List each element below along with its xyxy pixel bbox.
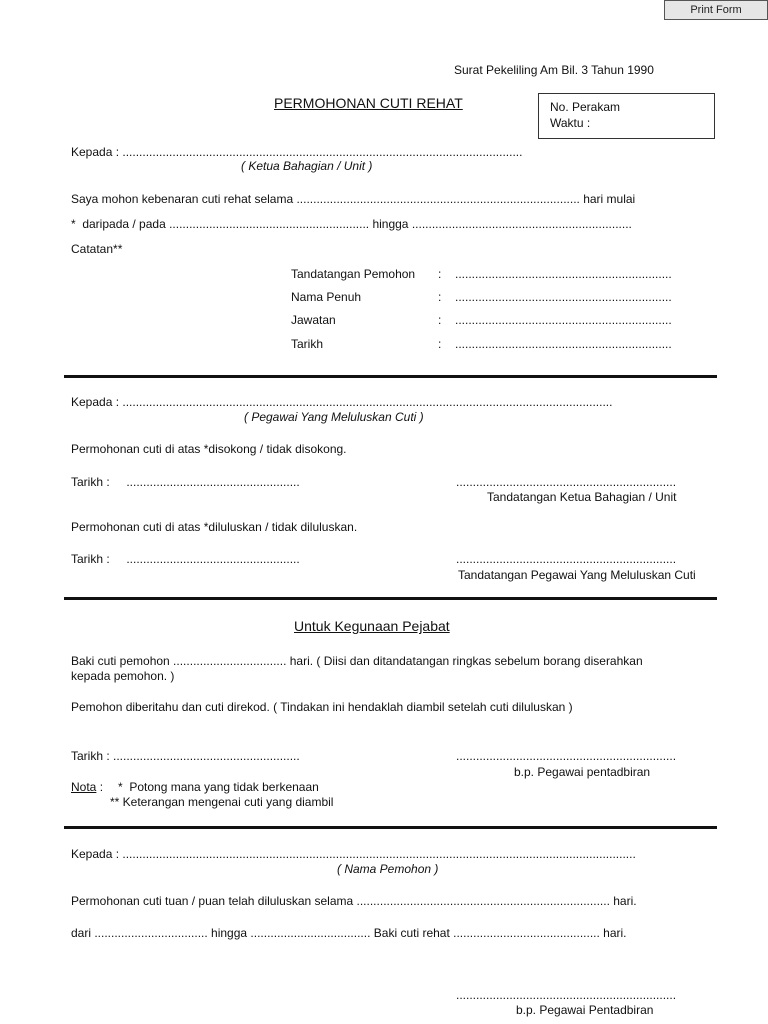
final-admin-signature-label: b.p. Pegawai Pentadbiran — [516, 1003, 654, 1017]
admin-signature-label: b.p. Pegawai pentadbiran — [514, 765, 651, 779]
section-divider — [64, 597, 717, 600]
full-name-label: Nama Penuh — [291, 290, 362, 304]
nota-word: Nota — [71, 780, 97, 794]
recorded-text: Pemohon diberitahu dan cuti direkod. ( Tindakan ini hendaklah diambil setelah cuti diluluskan ) — [71, 700, 573, 714]
support-date-field[interactable]: Tarikh : .................................................... — [71, 475, 300, 489]
date-label: Tarikh — [291, 337, 324, 351]
office-use-heading: Untuk Kegunaan Pejabat — [294, 618, 450, 634]
leave-balance-line-cont: kepada pemohon. ) — [71, 669, 175, 683]
leave-dates-line[interactable]: * daripada / pada ............................................................ hingga .................................................................. — [71, 217, 632, 231]
full-name-field[interactable]: ................................................................. — [455, 290, 672, 304]
section-divider — [64, 826, 717, 829]
record-box — [538, 93, 715, 139]
note-2: ** Keterangan mengenai cuti yang diambil — [110, 795, 334, 809]
section-divider — [64, 375, 717, 378]
kepada-approver-field[interactable]: Kepada : ................................................................................................................................................... — [71, 395, 613, 409]
applicant-signature-label: Tandatangan Pemohon — [291, 267, 416, 281]
approved-duration-line[interactable]: Permohonan cuti tuan / puan telah diluluskan selama ............................................................................ hari. — [71, 894, 637, 908]
nota-colon: : — [96, 780, 104, 794]
field-colon: : — [438, 290, 442, 304]
circular-reference: Surat Pekeliling Am Bil. 3 Tahun 1990 — [454, 63, 654, 77]
approved-dates-line[interactable]: dari .................................. hingga .................................... Baki cuti rehat ............................................ hari. — [71, 926, 627, 940]
leave-duration-line[interactable]: Saya mohon kebenaran cuti rehat selama ..................................................................................... hari mulai — [71, 192, 636, 206]
kepada-head-hint: ( Ketua Bahagian / Unit ) — [241, 159, 373, 173]
field-colon: : — [438, 337, 442, 351]
support-status-text: Permohonan cuti di atas *disokong / tidak disokong. — [71, 442, 347, 456]
time-label: Waktu : — [550, 116, 591, 130]
date-field[interactable]: ................................................................. — [455, 337, 672, 351]
position-field[interactable]: ................................................................. — [455, 313, 672, 327]
note-1: * Potong mana yang tidak berkenaan — [118, 780, 319, 794]
approval-status-text: Permohonan cuti di atas *diluluskan / tidak diluluskan. — [71, 520, 358, 534]
kepada-applicant-field[interactable]: Kepada : .......................................................................................................................................................... — [71, 847, 636, 861]
head-signature-field[interactable]: .................................................................. — [456, 475, 677, 489]
kepada-approver-hint: ( Pegawai Yang Meluluskan Cuti ) — [244, 410, 424, 424]
head-signature-label: Tandatangan Ketua Bahagian / Unit — [487, 490, 677, 504]
field-colon: : — [438, 267, 442, 281]
print-form-button[interactable]: Print Form — [664, 0, 768, 20]
record-number-label: No. Perakam — [550, 100, 621, 114]
approver-signature-label: Tandatangan Pegawai Yang Meluluskan Cuti — [458, 568, 696, 582]
office-date-field[interactable]: Tarikh : ........................................................ — [71, 749, 300, 763]
approver-signature-field[interactable]: .................................................................. — [456, 552, 677, 566]
leave-balance-line[interactable]: Baki cuti pemohon .................................. hari. ( Diisi dan ditandatangan ringkas sebelum borang diserahkan — [71, 654, 643, 668]
catatan-label: Catatan** — [71, 242, 123, 256]
kepada-applicant-hint: ( Nama Pemohon ) — [337, 862, 439, 876]
approval-date-field[interactable]: Tarikh : .................................................... — [71, 552, 300, 566]
kepada-head-field[interactable]: Kepada : ........................................................................................................................ — [71, 145, 523, 159]
position-label: Jawatan — [291, 313, 336, 327]
final-admin-signature-field[interactable]: .................................................................. — [456, 988, 677, 1002]
admin-signature-field[interactable]: .................................................................. — [456, 749, 677, 763]
nota-label — [71, 780, 103, 794]
form-title: PERMOHONAN CUTI REHAT — [274, 95, 463, 111]
field-colon: : — [438, 313, 442, 327]
applicant-signature-field[interactable]: ................................................................. — [455, 267, 672, 281]
